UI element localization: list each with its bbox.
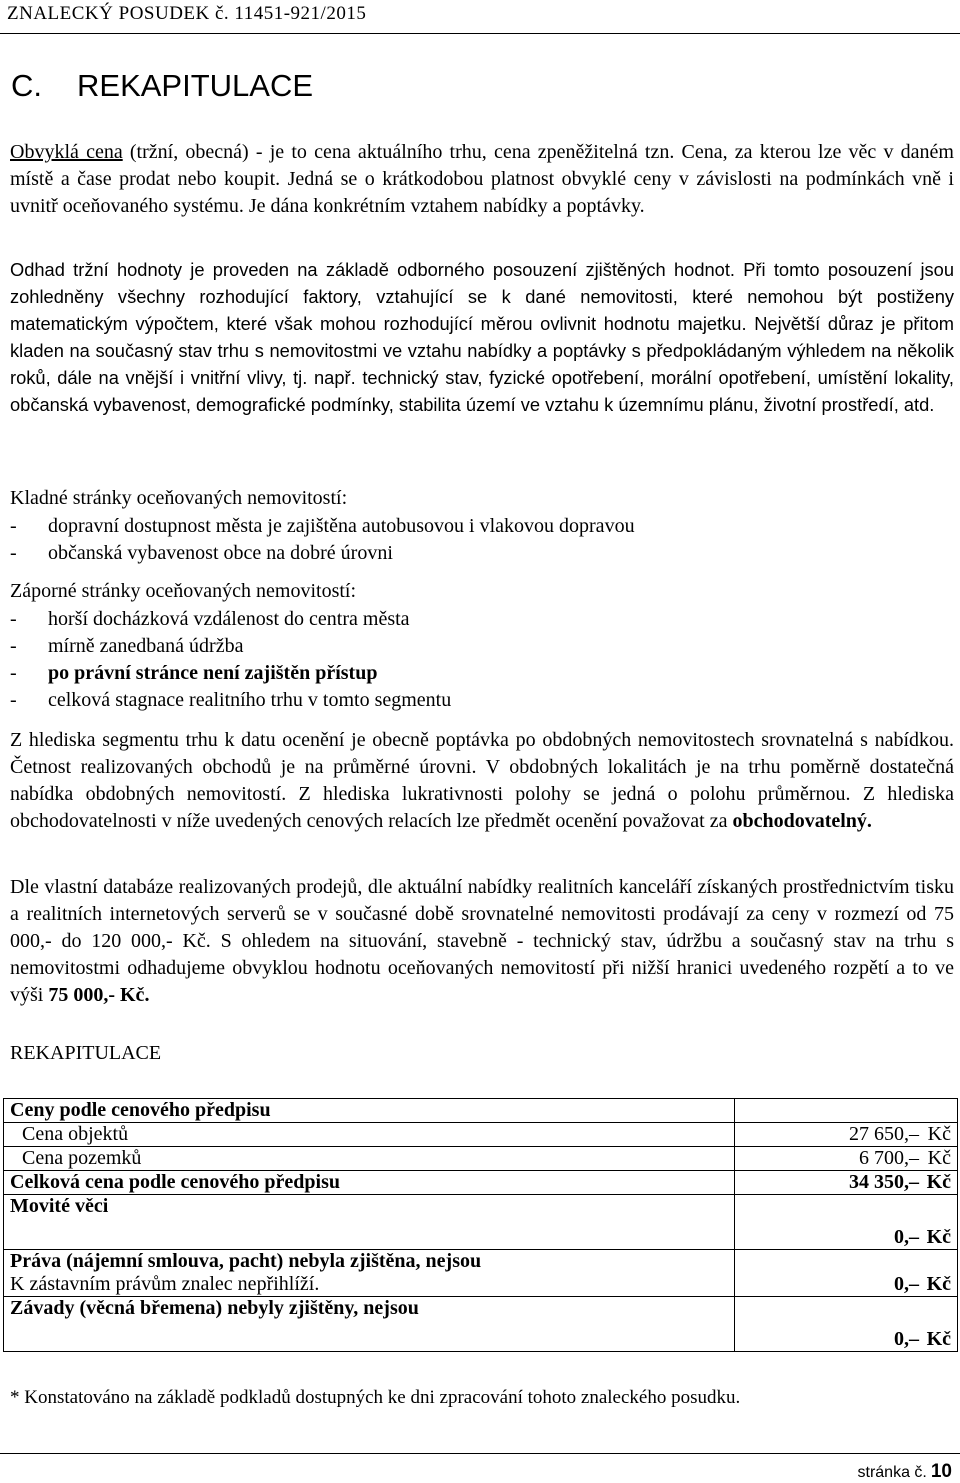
table-row: Cena pozemků 6 700,– Kč <box>4 1147 958 1171</box>
negatives-list <box>10 606 451 714</box>
rights-note: K zástavním právům znalec nepřihlíží. <box>10 1273 320 1295</box>
estimated-value: 75 000,- Kč. <box>48 984 150 1006</box>
land-price-label: Cena pozemků <box>4 1147 735 1171</box>
section-number: C. <box>11 68 42 103</box>
list-item: - po právní stránce není zajištěn přístup <box>10 662 378 684</box>
table-row: Práva (nájemní smlouva, pacht) nebyla zjištěna, nejsou K zástavním právům znalec nepřihlíží. 0,– Kč <box>4 1250 958 1297</box>
negatives-heading: Záporné stránky oceňovaných nemovitostí: <box>10 580 357 602</box>
document-header: ZNALECKÝ POSUDEK č. 11451-921/2015 <box>7 3 367 24</box>
building-price-label: Cena objektů <box>4 1123 735 1147</box>
price-heading-cell: Ceny podle cenového předpisu <box>4 1099 735 1123</box>
page-number-value: 10 <box>930 1461 952 1482</box>
valuation-method-paragraph: Odhad tržní hodnoty je proveden na základě odborného posouzení zjištěných hodnot. Při tomto posouzení jsou zohledněny všechny rozhodující faktory, vztahující se k dané nemovitosti, které nemohou být postiženy matematickým výpočtem, které však mohou rozhodující měrou ovlivnit hodnotu majetku. Největší důraz je přitom kladen na současný stav trhu s nemovitostmi ve vztahu nabídky a poptávky s předpokládaným výhledem na několik roků, dále na vnější i vnitřní vlivy, tj. např. technický stav, fyzické opotřebení, morální opotřebení, umístění lokality, občanská vybavenost, demografické podmínky, stabilita území ve vztahu k územnímu plánu, životní prostředí, atd. <box>10 259 954 415</box>
section-title <box>11 68 313 104</box>
page-number <box>858 1461 953 1483</box>
market-price-text: (tržní, obecná) - je to cena aktuálního trhu, cena zpeněžitelná tzn. Cena, za kterou lze věc v daném místě a čase prodat nebo koupit. Jedná se o krátkodobou platnost obvyklé ceny v závislosti na podmínkách vně i uvnitř oceňovaného systému. Je dána konkrétním vztahem nabídky a poptávky. <box>10 141 954 217</box>
list-item: - občanská vybavenost obce na dobré úrovni <box>10 542 393 564</box>
list-item: - celková stagnace realitního trhu v tomto segmentu <box>10 689 452 711</box>
table-row: Celková cena podle cenového předpisu 34 350,– Kč <box>4 1171 958 1195</box>
defects-label: Závady (věcná břemena) nebyly zjištěny, nejsou <box>4 1297 735 1352</box>
market-segment-paragraph: Z hlediska segmentu trhu k datu ocenění je obecně poptávka po obdobných nemovitostech srovnatelná s nabídkou. Četnost realizovaných obchodů je na průměrné úrovni. V obdobných lokalitách je na trhu poměrně dostatečná nabídka obdobných nemovitostí. Z hlediska lukrativnosti polohy se jedná o polohu průměrnou. Z hlediska obchodovatelnosti v níže uvedených cenových relacích lze předmět ocenění považovat za obchodovatelný. <box>10 729 954 832</box>
list-item: - horší docházková vzdálenost do centra města <box>10 608 410 630</box>
total-price-value: 34 350,– <box>849 1171 919 1193</box>
footnote: * Konstatováno na základě podkladů dostupných ke dni zpracování tohoto znaleckého posudku. <box>10 1387 741 1408</box>
tradability-conclusion: obchodovatelný. <box>732 810 872 832</box>
positives-list <box>10 513 635 567</box>
list-item: - mírně zanedbaná údržba <box>10 635 244 657</box>
table-row: Cena objektů 27 650,– Kč <box>4 1123 958 1147</box>
header-divider <box>0 33 960 34</box>
table-row: Závady (věcná břemena) nebyly zjištěny, nejsou 0,– Kč <box>4 1297 958 1352</box>
list-item: - dopravní dostupnost města je zajištěna autobusovou i vlakovou dopravou <box>10 515 635 537</box>
market-price-definition <box>10 139 954 220</box>
market-price-term: Obvyklá cena <box>10 141 123 163</box>
rights-label: Práva (nájemní smlouva, pacht) nebyla zjištěna, nejsou <box>10 1250 482 1272</box>
positives-heading: Kladné stránky oceňovaných nemovitostí: <box>10 487 348 509</box>
table-row: Movité věci 0,– Kč <box>4 1195 958 1250</box>
table-row <box>4 1099 958 1123</box>
recap-heading: REKAPITULACE <box>10 1042 162 1064</box>
movables-value: 0,– <box>894 1226 919 1248</box>
footer-divider <box>0 1453 960 1454</box>
price-estimate-paragraph: Dle vlastní databáze realizovaných prodejů, dle aktuální nabídky realitních kanceláří získaných prostřednictvím tisku a realitních internetových serverů se v současné době srovnatelné nemovitosti prodávají za ceny v rozmezí od 75 000,- do 120 000,- Kč. S ohledem na situování, stavebně - technický stav, údržbu a současný stav na trhu s nemovitostmi odhadujeme obvyklou hodnotu oceňovaných nemovitostí při nižší hranici uvedeného rozpětí a to ve výši 75 000,- Kč. <box>10 876 954 1006</box>
movables-label: Movité věci <box>4 1195 735 1250</box>
total-price-label: Celková cena podle cenového předpisu <box>4 1171 735 1195</box>
recap-table <box>3 1098 958 1352</box>
section-title-text: REKAPITULACE <box>77 68 314 103</box>
land-price-value: 6 700,– <box>859 1147 919 1169</box>
rights-value: 0,– <box>894 1273 919 1295</box>
building-price-value: 27 650,– <box>849 1123 919 1145</box>
page-label: stránka č. <box>857 1464 927 1481</box>
defects-value: 0,– <box>894 1328 919 1350</box>
